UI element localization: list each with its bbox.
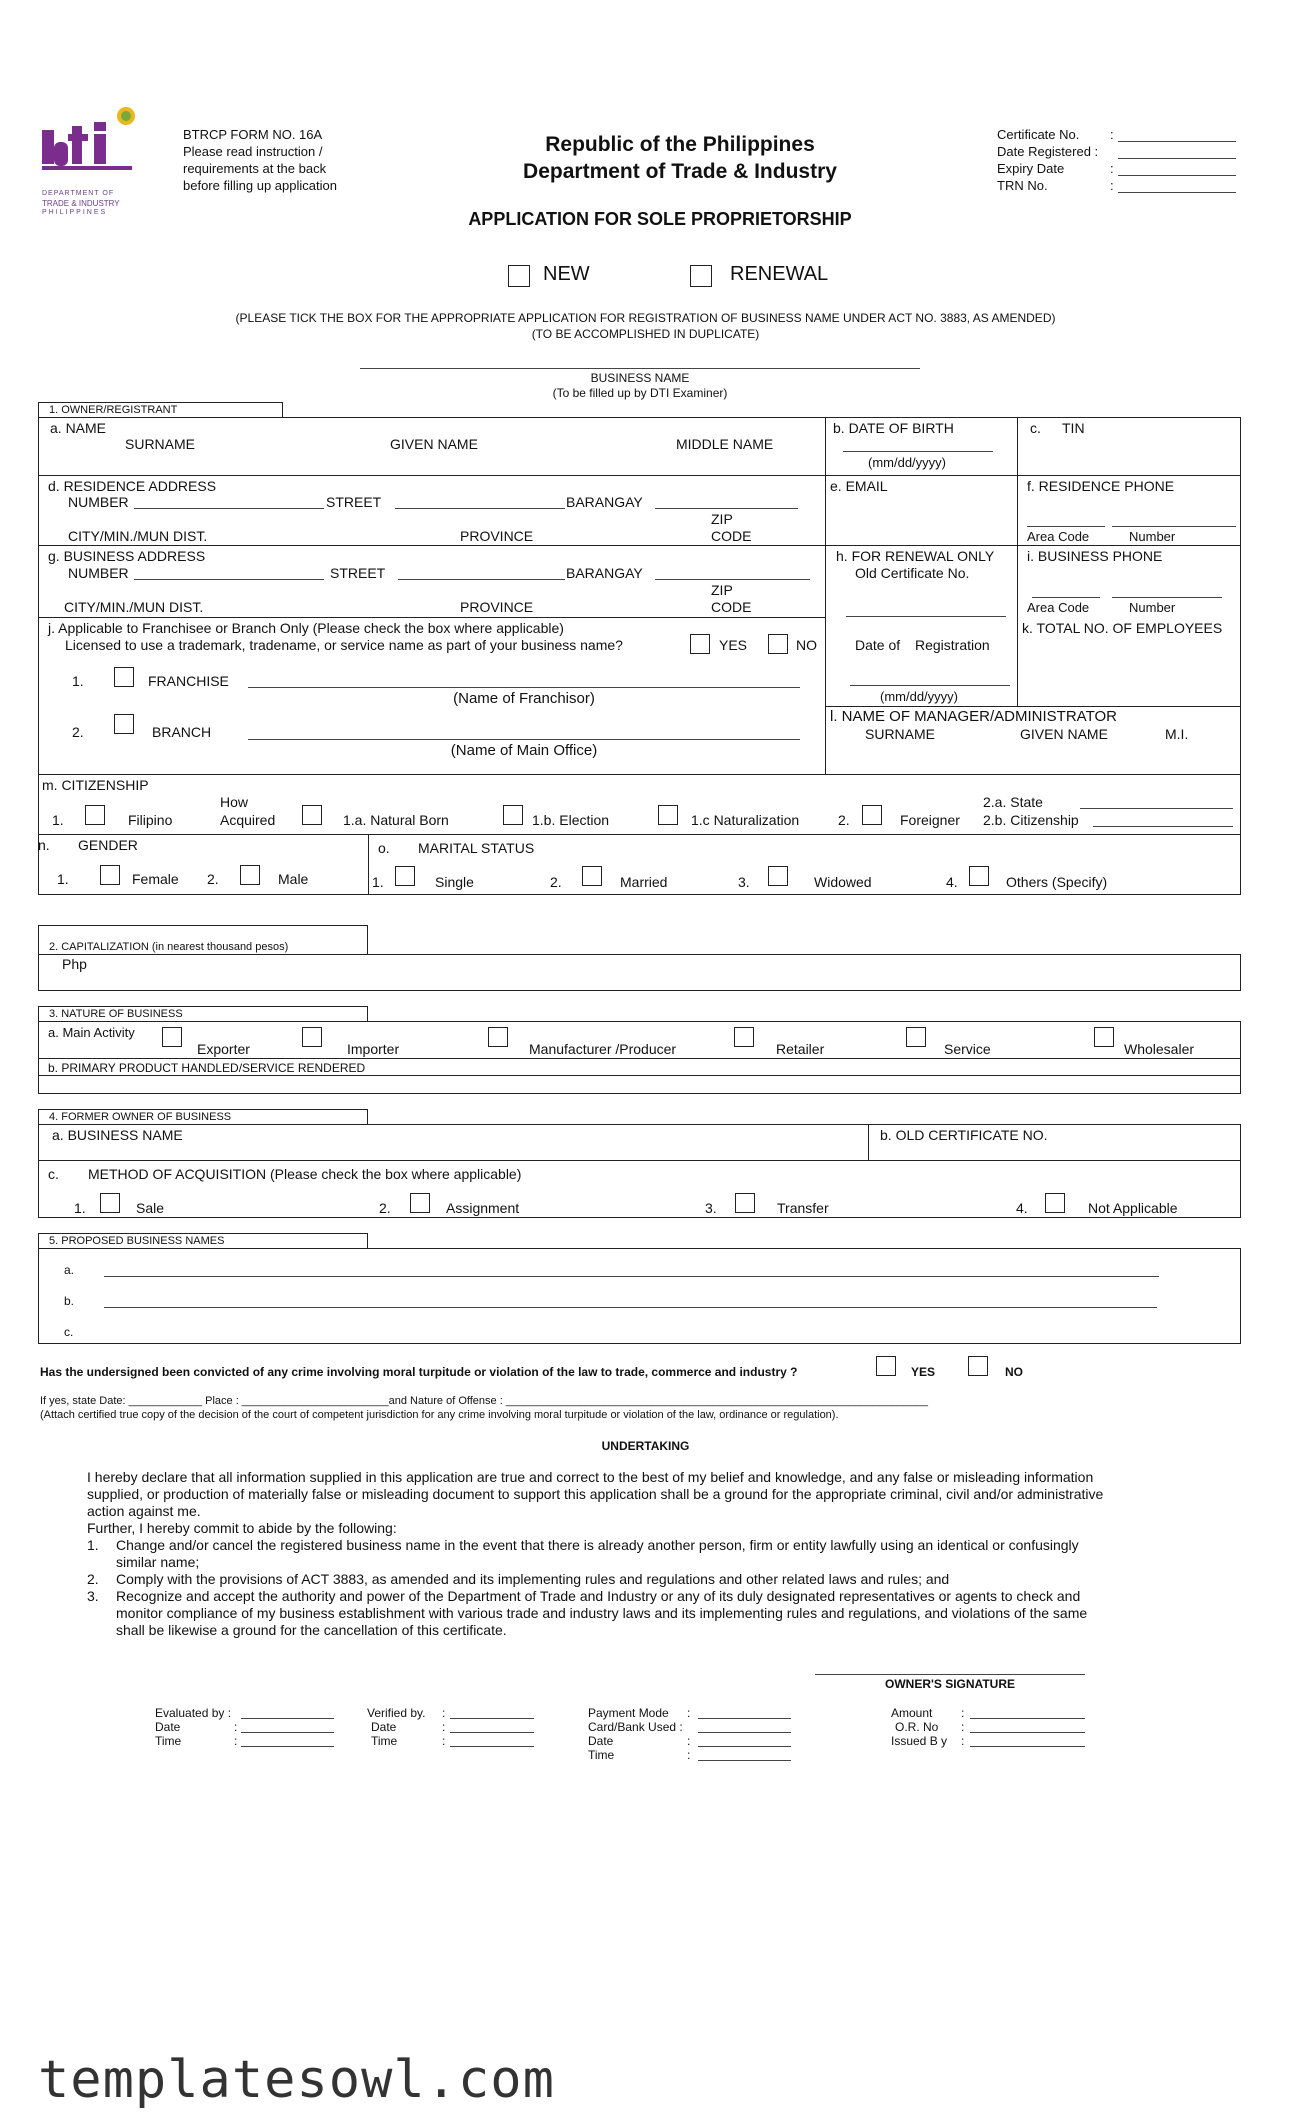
dob-format: (mm/dd/yyyy) [868,455,946,470]
residence-address-label: d. RESIDENCE ADDRESS [48,478,217,494]
signature-line[interactable] [815,1674,1085,1675]
filipino-number: 1. [52,812,64,828]
bus-zip-label: ZIP [711,582,733,598]
employees-label: k. TOTAL NO. OF EMPLOYEES [1022,620,1223,636]
or-no-label: O.R. No [895,1720,939,1734]
res-province-label: PROVINCE [460,528,534,544]
proposed-a-label: a. [64,1263,75,1277]
others-checkbox[interactable] [969,866,989,886]
sale-label: Sale [136,1200,165,1216]
tin-label: TIN [1062,420,1085,436]
evaluated-by-line[interactable] [241,1718,334,1719]
nature-tab: 3. NATURE OF BUSINESS [38,1006,368,1022]
divider-h3 [38,617,825,618]
citizenship-2b-line[interactable] [1093,826,1233,827]
new-checkbox[interactable] [508,265,530,287]
natural-born-checkbox[interactable] [302,805,322,825]
eval-date-colon: : [234,1720,238,1734]
manager-given-label: GIVEN NAME [1020,726,1108,742]
res-barangay-label: BARANGAY [566,494,643,510]
payment-time-line[interactable] [698,1760,791,1761]
business-name-note: (To be filled up by DTI Examiner) [552,386,728,400]
others-number: 4. [946,874,958,890]
undertaking-item1a: Change and/or cancel the registered business name in the event that there is already another person, firm or entity lawfully using an identical or confusingly [116,1537,1079,1553]
state-line[interactable] [1080,808,1233,809]
crime-no-label: NO [1005,1365,1023,1379]
manager-mi-label: M.I. [1165,726,1189,742]
single-number: 1. [372,874,384,890]
res-street-line[interactable] [395,508,565,509]
verified-colon: : [442,1706,446,1720]
licensed-no-label: NO [796,637,817,653]
eval-time-label: Time [155,1734,182,1748]
crime-attach-note: (Attach certified true copy of the decision of the court of competent jurisdiction for any crime involving moral turpitude or violation of the law, ordinance or regulation). [40,1409,839,1421]
verified-time-colon: : [442,1734,446,1748]
male-number: 2. [207,871,219,887]
assignment-checkbox[interactable] [410,1193,430,1213]
former-divider [38,1160,1241,1161]
tin-c: c. [1030,420,1041,436]
evaluated-by-label: Evaluated by : [155,1706,232,1720]
main-office-label: (Name of Main Office) [450,742,598,759]
business-name-line[interactable] [360,368,920,369]
undertaking-item3c: shall be likewise a ground for the cancellation of this certificate. [116,1622,507,1638]
not-applicable-label: Not Applicable [1088,1200,1178,1216]
expiry-date-label: Expiry Date [997,161,1065,176]
verified-time-label: Time [371,1734,398,1748]
verified-date-line[interactable] [450,1732,534,1733]
crime-question: Has the undersigned been convicted of any crime involving moral turpitude or violation of the law to trade, commerce and industry ? [40,1365,798,1379]
acquired-label: Acquired [220,812,276,828]
undertaking-p2: Further, I hereby commit to abide by the following: [87,1520,397,1536]
bus-number-phone-line[interactable] [1112,597,1222,598]
capitalization-tab: 2. CAPITALIZATION (in nearest thousand pesos) [38,925,368,955]
method-label: METHOD OF ACQUISITION (Please check the box where applicable) [88,1166,522,1182]
res-number-phone-line[interactable] [1112,526,1236,527]
proposed-name-a-line[interactable] [104,1276,1159,1277]
surname-label: SURNAME [125,436,196,452]
watermark: templatesowl.com [38,2050,555,2110]
bus-number-line[interactable] [134,579,324,580]
female-label: Female [132,871,179,887]
undertaking-item2-num: 2. [87,1571,99,1587]
business-name-label: BUSINESS NAME [590,371,690,385]
main-activity-label: a. Main Activity [48,1025,135,1040]
undertaking-p1c: action against me. [87,1503,201,1519]
foreigner-checkbox[interactable] [862,805,882,825]
verified-by-label: Verified by. [367,1706,426,1720]
male-label: Male [278,871,309,887]
eval-time-colon: : [234,1734,238,1748]
divider-h2 [38,545,1241,546]
marital-o: o. [378,840,390,856]
licensed-no-checkbox[interactable] [768,634,788,654]
proposed-b-label: b. [64,1294,75,1308]
divider-h6 [38,834,1241,835]
citizenship-label: m. CITIZENSHIP [42,777,149,793]
state-label: 2.a. State [983,794,1043,810]
single-label: Single [435,874,474,890]
bus-number-label: NUMBER [68,565,129,581]
foreigner-label: Foreigner [900,812,960,828]
retailer-label: Retailer [776,1041,825,1057]
or-no-line[interactable] [970,1732,1085,1733]
logo-sub3: PHILIPPINES [42,209,108,216]
filipino-checkbox[interactable] [85,805,105,825]
transfer-label: Transfer [777,1200,829,1216]
trn-colon: : [1110,178,1114,193]
franchise-checkbox[interactable] [114,667,134,687]
certificate-no-line[interactable] [1118,141,1236,142]
old-cert-label: Old Certificate No. [855,565,970,581]
manager-surname-label: SURNAME [865,726,936,742]
payment-date-colon: : [687,1734,691,1748]
email-label: e. EMAIL [830,478,888,494]
bus-code-label: CODE [711,599,752,615]
crime-details: If yes, state Date: ____________ Place : ________________________and Nature of Offense : _____________________________________________________________________ [40,1395,928,1407]
eval-date-label: Date [155,1720,181,1734]
instruction-line-3: before filling up application [183,178,337,193]
former-vdivider [868,1124,869,1160]
dob-line[interactable] [843,451,993,452]
franchise-number: 1. [72,673,84,689]
date-of-label: Date of [855,637,901,653]
undertaking-title: UNDERTAKING [601,1439,690,1453]
branch-number: 2. [72,724,84,740]
expiry-date-line[interactable] [1118,175,1236,176]
exporter-label: Exporter [197,1041,250,1057]
bus-street-line[interactable] [398,579,565,580]
registration-date-format: (mm/dd/yyyy) [880,689,958,704]
undertaking-item1-num: 1. [87,1537,99,1553]
assignment-number: 2. [379,1200,391,1216]
trn-no-line[interactable] [1118,192,1236,193]
amount-line[interactable] [970,1718,1085,1719]
naturalization-label: 1.c Naturalization [691,812,800,828]
instruction-line-2: requirements at the back [183,161,327,176]
verified-by-line[interactable] [450,1718,534,1719]
form-title: APPLICATION FOR SOLE PROPRIETORSHIP [468,209,852,229]
old-cert-line[interactable] [846,616,1006,617]
duplicate-note: (TO BE ACCOMPLISHED IN DUPLICATE) [531,327,760,341]
given-name-label: GIVEN NAME [390,436,478,452]
undertaking-item3-num: 3. [87,1588,99,1604]
divider-h4 [825,706,1241,707]
issued-by-colon: : [961,1734,965,1748]
importer-checkbox[interactable] [302,1027,322,1047]
payment-date-label: Date [588,1734,614,1748]
issued-by-label: Issued B y [891,1734,948,1748]
expiry-colon: : [1110,161,1114,176]
divider-h5 [38,774,1241,775]
proposed-c-label: c. [64,1325,74,1339]
filipino-label: Filipino [128,812,173,828]
bus-area-code-label: Area Code [1027,600,1090,615]
not-applicable-checkbox[interactable] [1045,1193,1065,1213]
renewal-only-label: h. FOR RENEWAL ONLY [836,548,995,564]
others-label: Others (Specify) [1006,874,1108,890]
verified-time-line[interactable] [450,1746,534,1747]
foreigner-number: 2. [838,812,850,828]
proposed-names-section [38,1248,1241,1344]
payment-time-colon: : [687,1748,691,1762]
bus-province-label: PROVINCE [460,599,534,615]
franchise-question-2: Licensed to use a trademark, tradename, or service name as part of your business name? [65,637,623,653]
residence-phone-label: f. RESIDENCE PHONE [1027,478,1175,494]
bus-area-code-line[interactable] [1032,597,1100,598]
divider-v3 [368,834,369,895]
business-phone-label: i. BUSINESS PHONE [1027,548,1163,564]
gender-label: GENDER [78,837,138,853]
married-number: 2. [550,874,562,890]
widowed-number: 3. [738,874,750,890]
business-address-label: g. BUSINESS ADDRESS [48,548,206,564]
natural-born-label: 1.a. Natural Born [343,812,449,828]
married-label: Married [620,874,668,890]
not-applicable-number: 4. [1016,1200,1028,1216]
new-label: NEW [543,263,590,285]
divider-v2 [1017,417,1018,707]
undertaking-p1a: I hereby declare that all information supplied in this application are true and correct to the best of my belief and knowledge, and any false or misleading information [87,1469,1094,1485]
res-code-label: CODE [711,528,752,544]
bus-barangay-line[interactable] [655,579,810,580]
transfer-checkbox[interactable] [735,1193,755,1213]
res-street-label: STREET [326,494,382,510]
res-barangay-line[interactable] [655,508,798,509]
payment-mode-label: Payment Mode [588,1706,669,1720]
female-number: 1. [57,871,69,887]
manufacturer-checkbox[interactable] [488,1027,508,1047]
payment-date-line[interactable] [698,1746,791,1747]
primary-product-label: b. PRIMARY PRODUCT HANDLED/SERVICE RENDERED [48,1061,366,1075]
female-checkbox[interactable] [100,865,120,885]
res-zip-label: ZIP [711,511,733,527]
former-owner-tab: 4. FORMER OWNER OF BUSINESS [38,1109,368,1125]
crime-no-checkbox[interactable] [968,1356,988,1376]
republic-heading: Republic of the Philippines [545,133,815,156]
manufacturer-label: Manufacturer /Producer [529,1041,677,1057]
amount-colon: : [961,1706,965,1720]
undertaking-item3b: monitor compliance of my business establishment with various trade and industry laws and its implementing rules and regulations, and violations of the same [116,1605,1088,1621]
capitalization-field[interactable] [38,954,1241,991]
wholesaler-checkbox[interactable] [1094,1027,1114,1047]
bus-street-label: STREET [330,565,386,581]
sale-checkbox[interactable] [100,1193,120,1213]
res-phone-number-label: Number [1129,529,1176,544]
verified-date-colon: : [442,1720,446,1734]
former-old-cert-label: b. OLD CERTIFICATE NO. [880,1127,1048,1143]
middle-name-label: MIDDLE NAME [676,436,774,452]
branch-label: BRANCH [152,724,212,740]
bus-city-label: CITY/MIN./MUN DIST. [64,599,204,615]
male-checkbox[interactable] [240,865,260,885]
or-no-colon: : [961,1720,965,1734]
franchisor-line[interactable] [248,687,800,688]
php-label: Php [62,956,87,972]
importer-label: Importer [347,1041,400,1057]
widowed-label: Widowed [814,874,872,890]
owner-signature-label: OWNER'S SIGNATURE [885,1677,1015,1691]
verified-date-label: Date [371,1720,397,1734]
franchisor-label: (Name of Franchisor) [453,690,595,707]
logo-sub2: TRADE & INDUSTRY [42,199,120,208]
election-checkbox[interactable] [503,805,523,825]
wholesaler-label: Wholesaler [1124,1041,1195,1057]
citizenship-2b-label: 2.b. Citizenship [983,812,1079,828]
former-business-name-label: a. BUSINESS NAME [52,1127,183,1143]
licensed-yes-checkbox[interactable] [690,634,710,654]
form-number: BTRCP FORM NO. 16A [183,127,323,142]
service-checkbox[interactable] [906,1027,926,1047]
dob-label: b. DATE OF BIRTH [833,420,954,436]
payment-colon: : [687,1706,691,1720]
renewal-checkbox[interactable] [690,265,712,287]
divider-v1 [825,417,826,774]
department-heading: Department of Trade & Industry [523,160,837,183]
certificate-no-label: Certificate No. [997,127,1080,142]
card-bank-line[interactable] [698,1732,791,1733]
crime-yes-checkbox[interactable] [876,1356,896,1376]
issued-by-line[interactable] [970,1746,1085,1747]
res-area-code-label: Area Code [1027,529,1090,544]
renewal-label: RENEWAL [730,263,829,285]
marital-label: MARITAL STATUS [418,840,535,856]
crime-yes-label: YES [911,1365,936,1379]
transfer-number: 3. [705,1200,717,1216]
nature-divider-1 [38,1058,1241,1059]
registration-label: Registration [915,637,990,653]
tick-note: (PLEASE TICK THE BOX FOR THE APPROPRIATE APPLICATION FOR REGISTRATION OF BUSINESS NAME UNDER ACT NO. 3883, AS AMENDED) [235,311,1056,325]
single-checkbox[interactable] [395,866,415,886]
undertaking-p1b: supplied, or production of materially false or misleading document to support this application shall be a ground for the appropriate criminal, civil and/or administrative [87,1486,1104,1502]
bus-barangay-label: BARANGAY [566,565,643,581]
trn-no-label: TRN No. [997,178,1048,193]
married-checkbox[interactable] [582,866,602,886]
owner-section-tab: 1. OWNER/REGISTRANT [38,402,283,418]
main-office-line[interactable] [248,739,800,740]
retailer-checkbox[interactable] [734,1027,754,1047]
how-label: How [220,794,249,810]
cert-colon: : [1110,127,1114,142]
proposed-name-b-line[interactable] [104,1307,1157,1308]
res-number-line[interactable] [134,508,324,509]
name-label: a. NAME [50,420,107,436]
undertaking-item2a: Comply with the provisions of ACT 3883, as amended and its implementing rules and regulations and other related laws and rules; and [116,1571,950,1587]
card-bank-label: Card/Bank Used : [588,1720,683,1734]
registration-date-line[interactable] [850,685,1010,686]
branch-checkbox[interactable] [114,714,134,734]
bus-phone-number-label: Number [1129,600,1176,615]
eval-date-line[interactable] [241,1732,334,1733]
res-city-label: CITY/MIN./MUN DIST. [68,528,208,544]
franchise-question-1: j. Applicable to Franchisee or Branch Only (Please check the box where applicable) [48,620,564,636]
date-registered-line[interactable] [1118,158,1236,159]
res-area-code-line[interactable] [1027,526,1105,527]
sale-number: 1. [74,1200,86,1216]
undertaking-item3a: Recognize and accept the authority and power of the Department of Trade and Industry or any of its duly designated representatives or agents to check and [116,1588,1081,1604]
divider-h1 [38,475,1241,476]
gender-n: n. [38,837,50,853]
payment-mode-line[interactable] [698,1718,791,1719]
election-label: 1.b. Election [532,812,610,828]
service-label: Service [944,1041,991,1057]
date-registered-label: Date Registered : [997,144,1099,159]
assignment-label: Assignment [446,1200,520,1216]
franchise-label: FRANCHISE [148,673,229,689]
nature-divider-2 [38,1075,1241,1076]
amount-label: Amount [891,1706,933,1720]
undertaking-item1b: similar name; [116,1554,200,1570]
licensed-yes-label: YES [719,637,748,653]
primary-product-field[interactable] [40,1077,1239,1092]
exporter-checkbox[interactable] [162,1027,182,1047]
widowed-checkbox[interactable] [768,866,788,886]
eval-time-line[interactable] [241,1746,334,1747]
instruction-line-1: Please read instruction / [183,144,323,159]
payment-time-label: Time [588,1748,615,1762]
proposed-names-tab: 5. PROPOSED BUSINESS NAMES [38,1233,368,1249]
res-number-label: NUMBER [68,494,129,510]
naturalization-checkbox[interactable] [658,805,678,825]
logo-sub1: DEPARTMENT OF [42,190,115,197]
method-c: c. [48,1166,59,1182]
manager-label: l. NAME OF MANAGER/ADMINISTRATOR [830,708,1117,725]
